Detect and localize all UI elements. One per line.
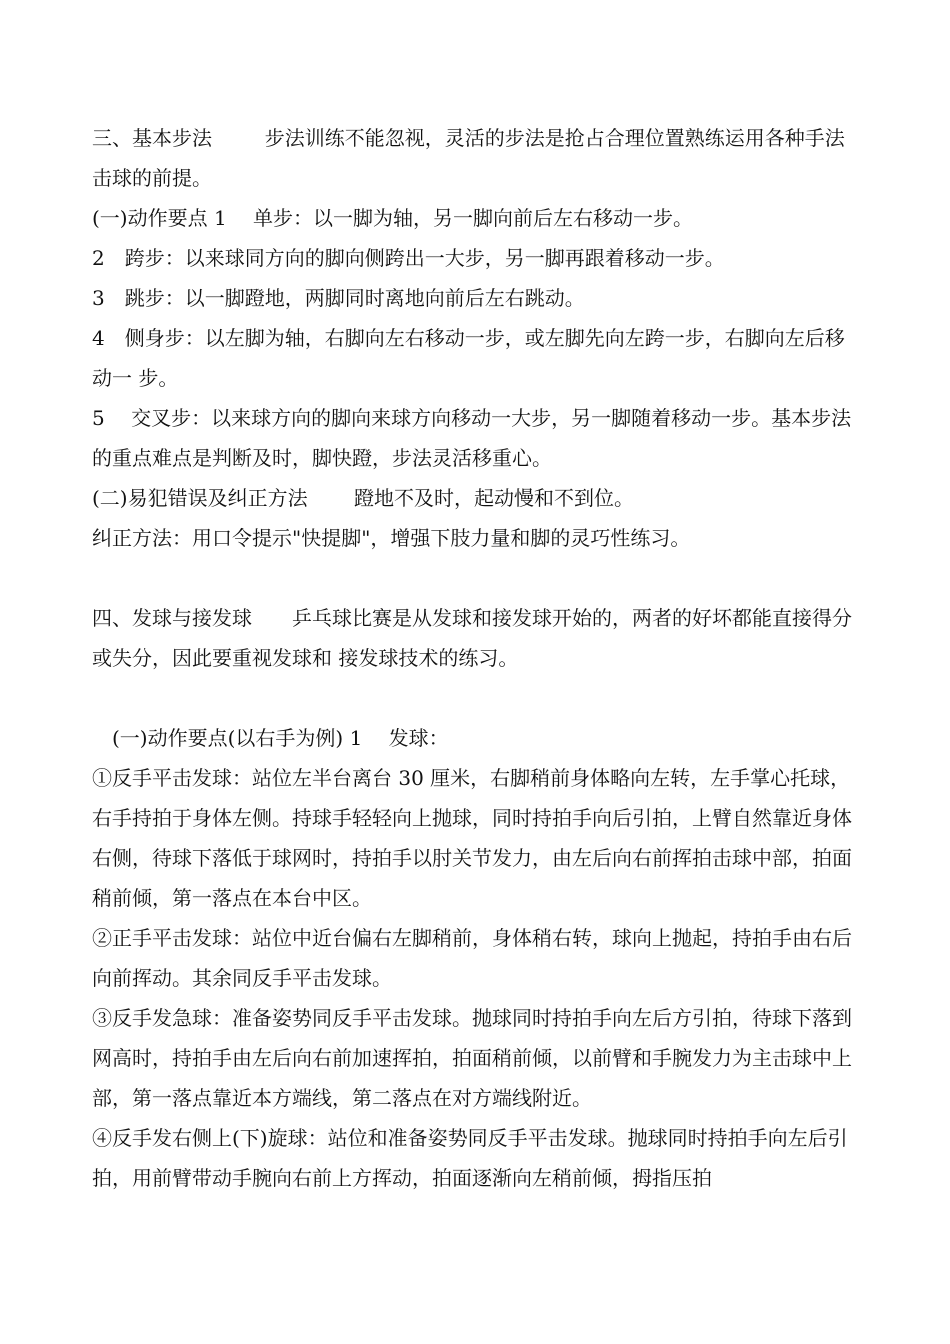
- paragraph-single-step: (一)动作要点 1 单步：以一脚为轴，另一脚向前后左右移动一步。: [92, 206, 694, 230]
- paragraph-side-step: 4 侧身步：以左脚为轴，右脚向左右移动一步，或左脚先向左跨一步，右脚向左后移动一 步。: [92, 326, 845, 390]
- paragraph-common-errors: (二)易犯错误及纠正方法 蹬地不及时，起动慢和不到位。: [92, 486, 634, 510]
- paragraph-cross-step: 2 跨步：以来球同方向的脚向侧跨出一大步，另一脚再跟着移动一步。: [92, 246, 725, 270]
- paragraph-backhand-fast-serve: ③反手发急球：准备姿势同反手平击发球。抛球同时持拍手向左后方引拍，待球下落到网高时，持拍手由左后向右前加速挥拍，拍面稍前倾，以前臂和手腕发力为主击球中上部，第一落点靠近本方端线，第二落点在对方端线附近。: [92, 1006, 852, 1110]
- paragraph-forehand-flat-serve: ②正手平击发球：站位中近台偏右左脚稍前，身体稍右转，球向上抛起，持拍手由右后向前挥动。其余同反手平击发球。: [92, 926, 852, 990]
- paragraph-correction-method: 纠正方法：用口令提示"快提脚"，增强下肢力量和脚的灵巧性练习。: [92, 526, 691, 550]
- paragraph-crossover-step: 5 交叉步：以来球方向的脚向来球方向移动一大步，另一脚随着移动一步。基本步法的重点难点是判断及时，脚快蹬，步法灵活移重心。: [92, 406, 852, 470]
- paragraph-basic-footwork: 三、基本步法 步法训练不能忽视，灵活的步法是抢占合理位置熟练运用各种手法击球的前提。: [92, 126, 845, 190]
- document-body: [92, 118, 860, 1198]
- paragraph-serve-receive: 四、发球与接发球 乒乓球比赛是从发球和接发球开始的，两者的好坏都能直接得分或失分，因此要重视发球和 接发球技术的练习。: [92, 606, 852, 670]
- paragraph-jump-step: 3 跳步：以一脚蹬地，两脚同时离地向前后左右跳动。: [92, 286, 585, 310]
- paragraph-backhand-flat-serve: ①反手平击发球：站位左半台离台 30 厘米，右脚稍前身体略向左转，左手掌心托球，右手持拍于身体左侧。持球手轻轻向上抛球，同时持拍手向后引拍，上臂自然靠近身体右侧，待球下落低于球网时，持拍手以肘关节发力，由左后向右前挥拍击球中部，拍面稍前倾，第一落点在本台中区。: [92, 766, 852, 910]
- paragraph-gap: [92, 678, 860, 718]
- paragraph-backhand-side-spin-serve: ④反手发右侧上(下)旋球：站位和准备姿势同反手平击发球。抛球同时持拍手向左后引拍，用前臂带动手腕向右前上方挥动，拍面逐渐向左稍前倾，拇指压拍: [92, 1126, 848, 1190]
- paragraph-serve-key-points: (一)动作要点(以右手为例) 1 发球：: [112, 726, 449, 750]
- paragraph-gap: [92, 558, 860, 598]
